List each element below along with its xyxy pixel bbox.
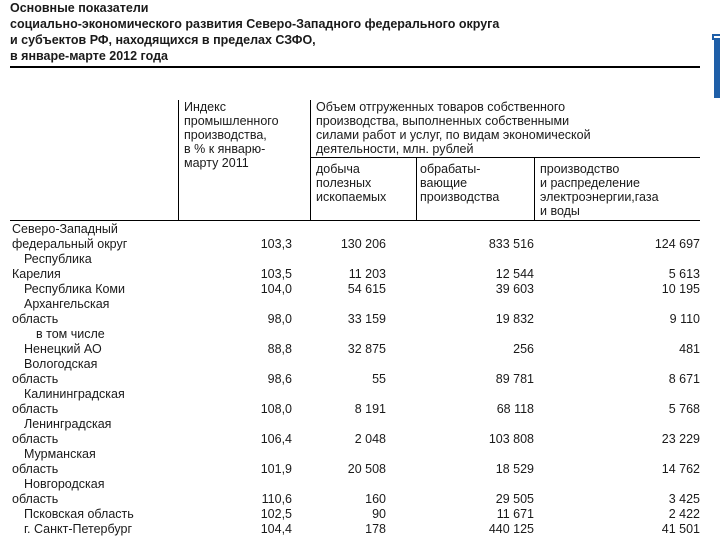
header-line: деятельности, млн. рублей xyxy=(316,142,474,156)
cell-energy: 41 501 xyxy=(661,522,700,536)
header-line: производства, xyxy=(184,128,267,142)
cell-mining: 55 xyxy=(372,372,386,386)
cell-manufacturing: 833 516 xyxy=(488,237,534,251)
row-name: Мурманская xyxy=(24,447,96,461)
cell-manufacturing: 440 125 xyxy=(488,522,534,536)
cell-energy: 3 425 xyxy=(668,492,700,506)
header-line: вающие xyxy=(420,176,468,190)
table-title xyxy=(10,0,700,68)
cell-manufacturing: 19 832 xyxy=(495,312,534,326)
title-line: социально-экономического развития Северо-Западного федерального округа xyxy=(10,17,500,31)
row-name: Новгородская xyxy=(24,477,105,491)
cell-energy: 8 671 xyxy=(668,372,700,386)
cell-manufacturing: 68 118 xyxy=(496,402,534,416)
cell-mining: 130 206 xyxy=(340,237,386,251)
column-divider xyxy=(416,158,417,220)
header-manufacturing xyxy=(420,162,499,204)
row-name: Калининградская xyxy=(24,387,125,401)
header-line: промышленного xyxy=(184,114,279,128)
table-row xyxy=(0,282,720,297)
cell-mining: 32 875 xyxy=(347,342,386,356)
row-name: область xyxy=(12,372,59,386)
table-row xyxy=(0,297,720,312)
table-row xyxy=(0,522,720,537)
table-row xyxy=(0,327,720,342)
header-line: в % к январю- xyxy=(184,142,266,156)
header-line: производства, выполненных собственными xyxy=(316,114,570,128)
cell-mining: 20 508 xyxy=(347,462,386,476)
cell-energy: 2 422 xyxy=(668,507,700,521)
row-name: область xyxy=(12,402,59,416)
row-name: Псковская область xyxy=(24,507,134,521)
table-row xyxy=(0,357,720,372)
cell-index: 106,4 xyxy=(260,432,292,446)
cell-manufacturing: 103 808 xyxy=(488,432,534,446)
table-row xyxy=(0,462,720,477)
row-name: область xyxy=(12,492,59,506)
cell-index: 110,6 xyxy=(261,492,292,506)
header-line: производства xyxy=(420,190,500,204)
table-row xyxy=(0,342,720,357)
table-row xyxy=(0,372,720,387)
header-line: силами работ и услуг, по видам экономической xyxy=(316,128,591,142)
header-bottom-rule xyxy=(10,220,700,221)
cell-manufacturing: 11 671 xyxy=(496,507,534,521)
table-row xyxy=(0,222,720,237)
header-index xyxy=(184,100,279,170)
cell-energy: 10 195 xyxy=(661,282,700,296)
cell-index: 104,4 xyxy=(260,522,292,536)
row-name: область xyxy=(12,462,59,476)
cell-mining: 8 191 xyxy=(354,402,386,416)
row-name: область xyxy=(12,432,59,446)
slide-accent-bar xyxy=(714,38,720,98)
cell-energy: 5 613 xyxy=(668,267,700,281)
header-line: производство xyxy=(540,162,620,176)
table-row xyxy=(0,447,720,462)
column-divider xyxy=(534,158,535,220)
row-name: Ненецкий АО xyxy=(24,342,102,356)
cell-mining: 33 159 xyxy=(347,312,386,326)
table-row xyxy=(0,252,720,267)
header-line: добыча xyxy=(316,162,360,176)
header-line: и воды xyxy=(540,204,580,218)
header-mining xyxy=(316,162,386,204)
cell-manufacturing: 18 529 xyxy=(495,462,534,476)
header-line: и распределение xyxy=(540,176,640,190)
cell-index: 103,3 xyxy=(260,237,292,251)
row-name: Ленинградская xyxy=(24,417,112,431)
column-divider xyxy=(178,100,179,220)
table-row xyxy=(0,312,720,327)
header-line: марту 2011 xyxy=(184,156,249,170)
row-name: федеральный округ xyxy=(12,237,128,251)
row-name: область xyxy=(12,312,59,326)
cell-index: 98,6 xyxy=(267,372,292,386)
cell-mining: 2 048 xyxy=(354,432,386,446)
table-row xyxy=(0,267,720,282)
row-name: Республика Коми xyxy=(24,282,126,296)
cell-index: 104,0 xyxy=(260,282,292,296)
cell-mining: 160 xyxy=(365,492,386,506)
table-row xyxy=(0,492,720,507)
table-row xyxy=(0,477,720,492)
cell-energy: 124 697 xyxy=(654,237,700,251)
header-line: обрабаты- xyxy=(420,162,481,176)
cell-index: 88,8 xyxy=(267,342,292,356)
cell-index: 108,0 xyxy=(260,402,292,416)
row-name: Вологодская xyxy=(24,357,98,371)
cell-energy: 14 762 xyxy=(661,462,700,476)
cell-mining: 178 xyxy=(365,522,386,536)
cell-index: 102,5 xyxy=(260,507,292,521)
header-energy xyxy=(540,162,659,218)
cell-manufacturing: 29 505 xyxy=(495,492,534,506)
title-line: в январе-марте 2012 года xyxy=(10,49,168,63)
cell-manufacturing: 89 781 xyxy=(495,372,534,386)
header-line: электроэнергии,газа xyxy=(540,190,659,204)
header-line: полезных xyxy=(316,176,372,190)
column-divider xyxy=(310,100,311,220)
table-row xyxy=(0,237,720,252)
cell-energy: 23 229 xyxy=(661,432,700,446)
row-name: в том числе xyxy=(36,327,105,341)
row-name: Республика xyxy=(24,252,92,266)
cell-manufacturing: 256 xyxy=(513,342,534,356)
cell-index: 98,0 xyxy=(267,312,292,326)
row-name: Карелия xyxy=(12,267,61,281)
cell-energy: 481 xyxy=(679,342,700,356)
cell-mining: 90 xyxy=(372,507,386,521)
cell-energy: 9 110 xyxy=(669,312,700,326)
header-volume xyxy=(316,100,591,156)
title-line: и субъектов РФ, находящихся в пределах СЗФО, xyxy=(10,33,316,47)
cell-index: 103,5 xyxy=(260,267,292,281)
cell-index: 101,9 xyxy=(260,462,292,476)
header-line: Объем отгруженных товаров собственного xyxy=(316,100,566,114)
header-line: ископаемых xyxy=(316,190,387,204)
header-divider xyxy=(310,157,700,158)
table-row xyxy=(0,387,720,402)
header-line: Индекс xyxy=(184,100,226,114)
table-row xyxy=(0,432,720,447)
cell-manufacturing: 12 544 xyxy=(495,267,534,281)
cell-energy: 5 768 xyxy=(668,402,700,416)
title-line: Основные показатели xyxy=(10,1,149,15)
table-row xyxy=(0,402,720,417)
table-row xyxy=(0,417,720,432)
cell-manufacturing: 39 603 xyxy=(495,282,534,296)
row-name: Северо-Западный xyxy=(12,222,118,236)
cell-mining: 54 615 xyxy=(347,282,386,296)
row-name: г. Санкт-Петербург xyxy=(24,522,133,536)
cell-mining: 11 203 xyxy=(348,267,386,281)
table-row xyxy=(0,507,720,522)
row-name: Архангельская xyxy=(24,297,110,311)
